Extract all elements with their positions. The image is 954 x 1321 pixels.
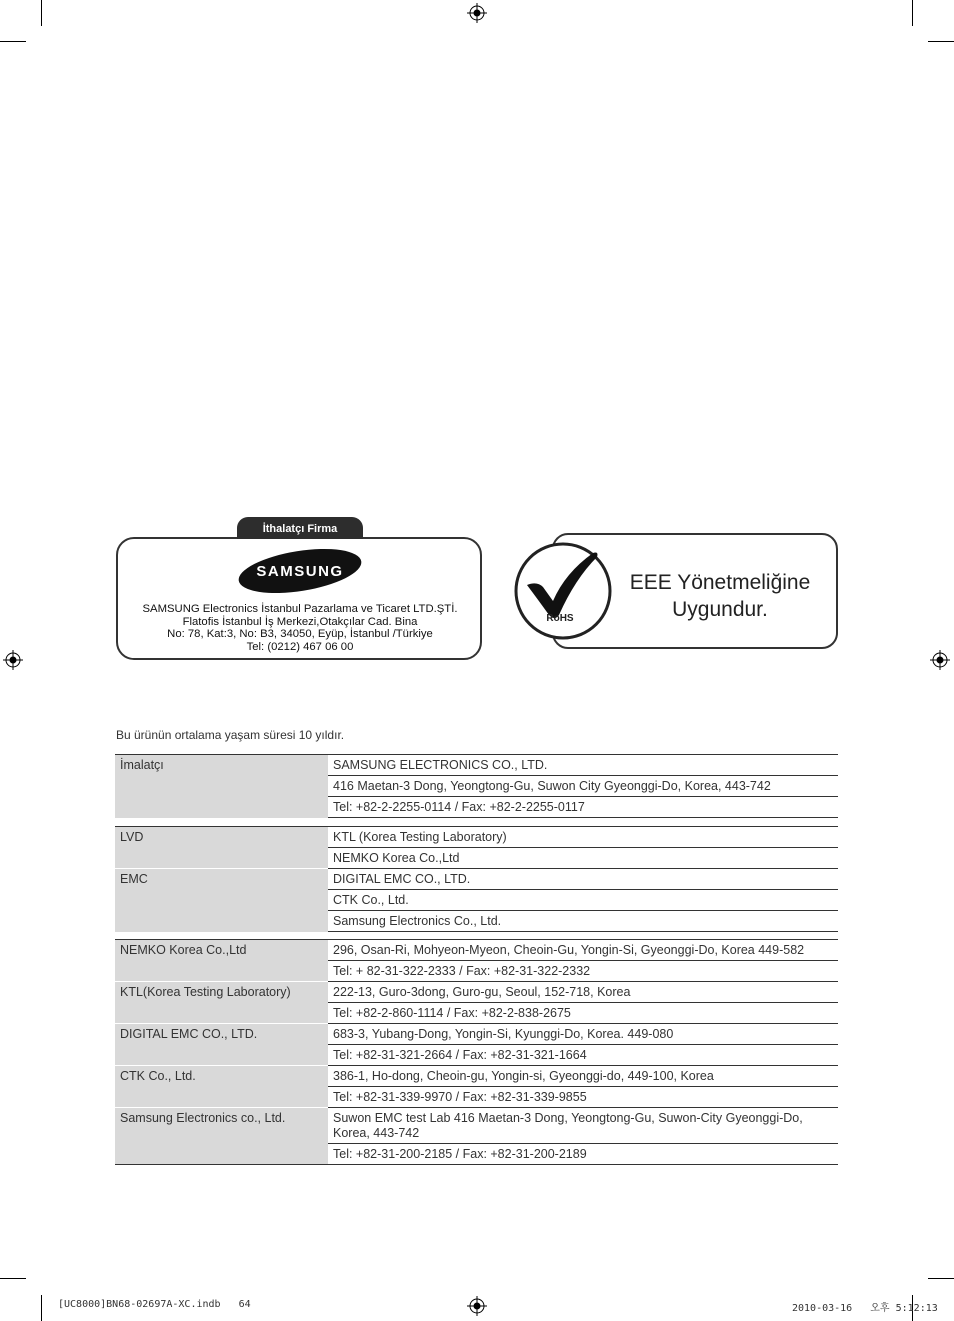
table-cell: Tel: +82-31-321-2664 / Fax: +82-31-321-1664 xyxy=(328,1045,838,1066)
samsung-logo-text: SAMSUNG xyxy=(256,563,344,580)
crop-mark xyxy=(928,41,954,42)
registration-mark-icon xyxy=(467,1296,487,1316)
importer-line: No: 78, Kat:3, No: B3, 34050, Eyüp, İstanbul /Türkiye xyxy=(167,628,433,640)
table-row xyxy=(115,827,838,848)
table-cell: Tel: +82-31-200-2185 / Fax: +82-31-200-2189 xyxy=(328,1144,838,1165)
crop-mark xyxy=(928,1278,954,1279)
test-labs-table xyxy=(115,939,838,1165)
table-row xyxy=(115,1024,838,1045)
table-cell: SAMSUNG ELECTRONICS CO., LTD. xyxy=(328,755,838,776)
table-label: Samsung Electronics co., Ltd. xyxy=(115,1108,328,1165)
table-label: NEMKO Korea Co.,Ltd xyxy=(115,940,328,982)
table-cell: DIGITAL EMC CO., LTD. xyxy=(328,869,838,890)
table-cell: Tel: +82-2-2255-0114 / Fax: +82-2-2255-0117 xyxy=(328,797,838,818)
table-label: CTK Co., Ltd. xyxy=(115,1066,328,1108)
crop-mark xyxy=(0,41,26,42)
table-cell: Tel: +82-31-339-9970 / Fax: +82-31-339-9855 xyxy=(328,1087,838,1108)
registration-mark-icon xyxy=(3,650,23,670)
table-cell: Suwon EMC test Lab 416 Maetan-3 Dong, Yeongtong-Gu, Suwon-City Gyeonggi-Do, Korea, 443-742 xyxy=(328,1108,838,1144)
table-cell: 683-3, Yubang-Dong, Yongin-Si, Kyunggi-Do, Korea. 449-080 xyxy=(328,1024,838,1045)
table-row xyxy=(115,869,838,890)
importer-line: Flatofis İstanbul İş Merkezi,Otakçılar Cad. Bina xyxy=(182,615,418,628)
table-row xyxy=(115,982,838,1003)
table-row xyxy=(115,1108,838,1144)
lifetime-note: Bu ürünün ortalama yaşam süresi 10 yıldır. xyxy=(116,728,345,742)
table-cell: Tel: +82-2-860-1114 / Fax: +82-2-838-2675 xyxy=(328,1003,838,1024)
rohs-line-2: Uygundur. xyxy=(672,598,768,621)
rohs-compliance-text xyxy=(610,569,830,623)
table-cell: Samsung Electronics Co., Ltd. xyxy=(328,911,838,932)
crop-mark xyxy=(41,1295,42,1321)
rohs-checkmark-icon xyxy=(513,541,613,641)
table-cell: 296, Osan-Ri, Mohyeon-Myeon, Cheoin-Gu, Yongin-Si, Gyeonggi-Do, Korea 449-582 xyxy=(328,940,838,961)
table-label: DIGITAL EMC CO., LTD. xyxy=(115,1024,328,1066)
samsung-logo xyxy=(237,548,363,594)
crop-mark xyxy=(0,1278,26,1279)
rohs-line-1: EEE Yönetmeliğine xyxy=(629,571,811,594)
crop-mark xyxy=(41,0,42,26)
rohs-label: RoHS xyxy=(546,613,574,624)
table-label: KTL(Korea Testing Laboratory) xyxy=(115,982,328,1024)
table-cell: Tel: + 82-31-322-2333 / Fax: +82-31-322-2332 xyxy=(328,961,838,982)
table-label: EMC xyxy=(115,869,328,932)
table-cell: CTK Co., Ltd. xyxy=(328,890,838,911)
importer-tab-label: İthalatçı Firma xyxy=(237,517,363,539)
importer-line: Tel: (0212) 467 06 00 xyxy=(246,640,354,653)
table-cell: 386-1, Ho-dong, Cheoin-gu, Yongin-si, Gyeonggi-do, 449-100, Korea xyxy=(328,1066,838,1087)
manufacturer-table xyxy=(115,754,838,818)
importer-line: SAMSUNG Electronics İstanbul Pazarlama ve Ticaret LTD.ŞTİ. xyxy=(142,603,458,615)
table-row xyxy=(115,940,838,961)
crop-mark xyxy=(912,0,913,26)
table-cell: 416 Maetan-3 Dong, Yeongtong-Gu, Suwon City Gyeonggi-Do, Korea, 443-742 xyxy=(328,776,838,797)
registration-mark-icon xyxy=(930,650,950,670)
table-label: İmalatçı xyxy=(115,755,328,818)
table-label: LVD xyxy=(115,827,328,869)
footer-timestamp: 2010-03-16 오후 5:12:13 xyxy=(792,1303,938,1314)
standards-table xyxy=(115,826,838,932)
table-row xyxy=(115,1066,838,1087)
table-cell: NEMKO Korea Co.,Ltd xyxy=(328,848,838,869)
registration-mark-icon xyxy=(467,3,487,23)
table-cell: KTL (Korea Testing Laboratory) xyxy=(328,827,838,848)
table-row xyxy=(115,755,838,776)
importer-address xyxy=(118,603,482,653)
footer-file-info: [UC8000]BN68-02697A-XC.indb 64 xyxy=(58,1299,251,1310)
table-cell: 222-13, Guro-3dong, Guro-gu, Seoul, 152-718, Korea xyxy=(328,982,838,1003)
